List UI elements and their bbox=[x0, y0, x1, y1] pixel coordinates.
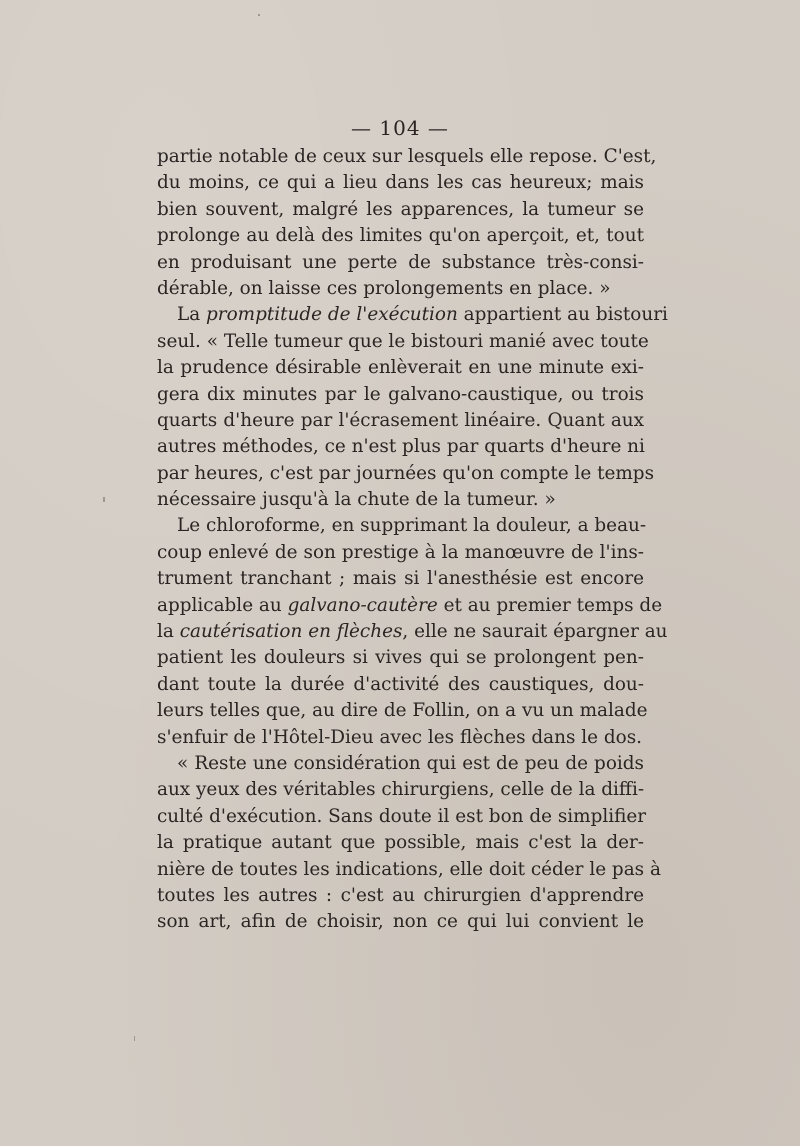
text-line bbox=[157, 487, 644, 513]
text-line bbox=[157, 302, 668, 328]
italic-text: galvano-cautère bbox=[287, 594, 438, 616]
text-segment: , elle ne saurait épargner au bbox=[402, 621, 668, 643]
text-line bbox=[157, 540, 644, 566]
text-line bbox=[157, 170, 644, 196]
text-segment: partie notable de ceux sur lesquels elle repose. C'est, bbox=[157, 146, 657, 167]
paper-speck bbox=[258, 14, 260, 16]
text-line bbox=[157, 144, 657, 170]
text-line bbox=[157, 883, 644, 909]
text-line bbox=[157, 725, 644, 751]
text-segment: et au premier temps de bbox=[437, 594, 663, 616]
text-line bbox=[157, 698, 648, 724]
text-line bbox=[157, 857, 661, 883]
text-segment: dant toute la durée d'activité des caustiques, dou- bbox=[157, 673, 644, 695]
text-segment: « Reste une considération qui est de peu de poids bbox=[177, 752, 644, 774]
text-line bbox=[157, 276, 644, 302]
text-segment: bien souvent, malgré les apparences, la tumeur se bbox=[157, 198, 644, 220]
text-segment: applicable au bbox=[157, 594, 288, 616]
text-line bbox=[157, 619, 668, 645]
text-line bbox=[157, 250, 644, 276]
text-segment: la bbox=[157, 621, 180, 643]
text-line bbox=[157, 223, 644, 249]
text-segment: en produisant une perte de substance très-consi- bbox=[157, 251, 644, 273]
text-segment: du moins, ce qui a lieu dans les cas heureux; mais bbox=[157, 172, 644, 194]
text-line bbox=[157, 777, 644, 803]
text-segment: Le chloroforme, en supprimant la douleur, a beau- bbox=[177, 515, 647, 537]
text-line bbox=[157, 804, 647, 830]
text-segment: gera dix minutes par le galvano-caustique, ou trois bbox=[157, 383, 644, 405]
text-segment: s'enfuir de l'Hôtel-Dieu avec les flèches dans le dos. bbox=[157, 726, 643, 748]
text-segment: nécessaire jusqu'à la chute de la tumeur. » bbox=[157, 489, 556, 511]
paper-speck bbox=[134, 1036, 135, 1041]
text-line bbox=[157, 566, 644, 592]
text-segment: dérable, on laisse ces prolongements en place. » bbox=[157, 277, 611, 299]
text-segment: coup enlevé de son prestige à la manœuvre de l'ins- bbox=[157, 541, 644, 563]
text-line bbox=[157, 355, 644, 381]
text-line bbox=[157, 513, 647, 539]
text-line bbox=[157, 197, 644, 223]
text-segment: son art, afin de choisir, non ce qui lui convient le bbox=[157, 911, 644, 933]
text-line bbox=[157, 434, 644, 460]
italic-text: cautérisation en flèches bbox=[179, 621, 403, 643]
text-segment: trument tranchant ; mais si l'anesthésie est encore bbox=[157, 568, 644, 590]
text-segment: La bbox=[177, 304, 207, 326]
text-line bbox=[157, 672, 644, 698]
text-segment: par heures, c'est par journées qu'on compte le temps bbox=[157, 462, 655, 484]
text-segment: la prudence désirable enlèverait en une minute exi- bbox=[157, 357, 644, 379]
text-segment: patient les douleurs si vives qui se prolongent pen- bbox=[157, 647, 644, 669]
text-segment: nière de toutes les indications, elle doit céder le pas à bbox=[157, 858, 661, 880]
text-line bbox=[157, 830, 644, 856]
text-line bbox=[157, 408, 644, 434]
page-number: — 104 — bbox=[351, 116, 449, 140]
text-segment: quarts d'heure par l'écrasement linéaire. Quant aux bbox=[157, 409, 644, 431]
text-line bbox=[157, 645, 644, 671]
text-segment: prolonge au delà des limites qu'on aperçoit, et, tout bbox=[157, 225, 644, 247]
text-segment: aux yeux des véritables chirurgiens, celle de la diffi- bbox=[157, 779, 645, 801]
text-segment: toutes les autres : c'est au chirurgien d'apprendre bbox=[157, 884, 644, 906]
body-text bbox=[157, 144, 668, 936]
italic-text: promptitude de l'exécution bbox=[206, 304, 458, 326]
text-line bbox=[157, 329, 649, 355]
text-segment: culté d'exécution. Sans doute il est bon de simplifier bbox=[157, 805, 647, 827]
text-segment: la pratique autant que possible, mais c'est la der- bbox=[157, 832, 644, 854]
text-segment: seul. « Telle tumeur que le bistouri manié avec toute bbox=[157, 330, 649, 352]
text-line bbox=[157, 593, 663, 619]
text-line bbox=[157, 382, 644, 408]
text-segment: leurs telles que, au dire de Follin, on a vu un malade bbox=[157, 700, 648, 722]
paper-speck bbox=[103, 497, 105, 502]
text-line bbox=[157, 461, 655, 487]
text-line bbox=[157, 751, 644, 777]
text-segment: autres méthodes, ce n'est plus par quarts d'heure ni bbox=[157, 436, 645, 458]
text-segment: appartient au bistouri bbox=[457, 304, 668, 326]
text-line bbox=[157, 909, 644, 935]
